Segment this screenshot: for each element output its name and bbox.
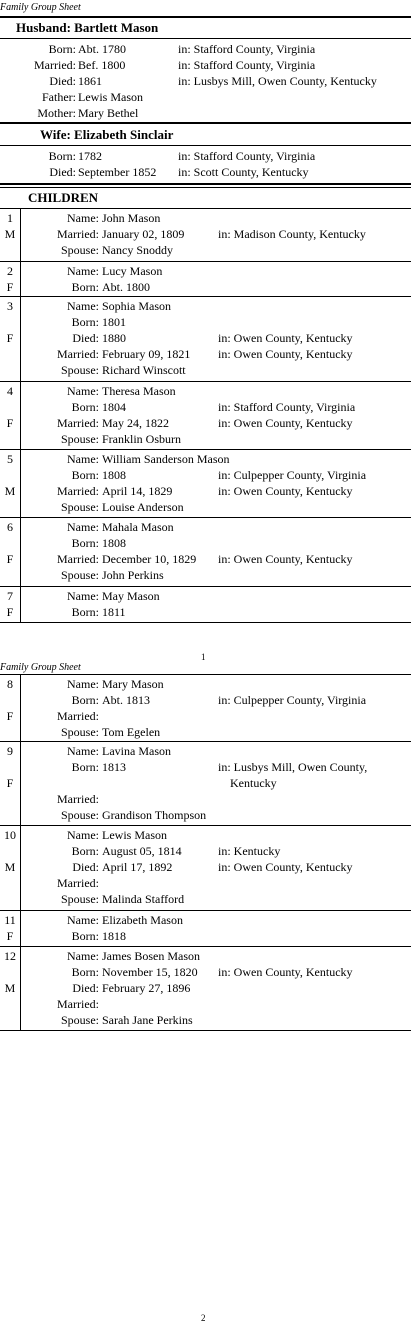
field-place: in: Lusbys Mill, Owen County, Kentucky <box>178 74 377 88</box>
child-sex: F <box>6 605 14 619</box>
field-label: Father: <box>42 90 76 104</box>
field-value: Mary Bethel <box>78 106 139 120</box>
field-label: Born: <box>71 965 99 979</box>
field-value: December 10, 1829 <box>102 552 197 566</box>
field-value: January 02, 1809 <box>102 227 185 241</box>
field-place: in: Madison County, Kentucky <box>218 227 366 241</box>
field-label: Died: <box>72 331 99 345</box>
field-label: Name: <box>67 828 99 842</box>
field-place: in: Culpepper County, Virginia <box>218 693 367 707</box>
page-header: Family Group Sheet <box>0 2 81 13</box>
field-place: in: Kentucky <box>218 844 281 858</box>
field-label: Name: <box>67 299 99 313</box>
child-sex: M <box>4 860 16 874</box>
field-value: August 05, 1814 <box>102 844 182 858</box>
child-number: 5 <box>7 452 13 466</box>
field-value: 1804 <box>102 400 126 414</box>
field-label: Spouse: <box>60 432 99 446</box>
divider <box>0 145 411 146</box>
field-label: Name: <box>67 949 99 963</box>
child-number: 10 <box>4 828 16 842</box>
field-place: in: Stafford County, Virginia <box>178 149 316 163</box>
field-label: Born: <box>71 844 99 858</box>
field-value: 1801 <box>102 315 126 329</box>
field-place: in: Owen County, Kentucky <box>218 484 353 498</box>
divider <box>0 38 411 39</box>
field-value: Mary Mason <box>102 677 164 691</box>
field-label: Married: <box>57 997 99 1011</box>
divider <box>0 16 411 18</box>
field-value: Tom Egelen <box>102 725 161 739</box>
field-value: Sophia Mason <box>102 299 171 313</box>
field-value: September 1852 <box>78 165 157 179</box>
field-place: in: Stafford County, Virginia <box>178 42 316 56</box>
field-label: Name: <box>67 744 99 758</box>
field-value: Lewis Mason <box>102 828 167 842</box>
field-label: Name: <box>67 452 99 466</box>
child-sex: F <box>6 331 14 345</box>
field-value: Lucy Mason <box>102 264 163 278</box>
child-number: 6 <box>7 520 13 534</box>
child-sex: F <box>6 280 14 294</box>
field-value: February 09, 1821 <box>102 347 191 361</box>
page-number: 1 <box>201 652 206 662</box>
child-sex: M <box>4 981 16 995</box>
field-place: Kentucky <box>218 776 277 790</box>
field-label: Married: <box>57 792 99 806</box>
child-divider <box>0 946 411 947</box>
field-value: November 15, 1820 <box>102 965 198 979</box>
field-label: Died: <box>72 981 99 995</box>
field-label: Born: <box>71 693 99 707</box>
field-label: Died: <box>49 74 76 88</box>
child-divider <box>0 674 411 675</box>
field-value: Lavina Mason <box>102 744 171 758</box>
field-value: Abt. 1780 <box>78 42 126 56</box>
field-value: 1811 <box>102 605 126 619</box>
field-label: Spouse: <box>60 725 99 739</box>
child-number: 12 <box>4 949 16 963</box>
field-label: Name: <box>67 589 99 603</box>
child-divider <box>0 208 411 209</box>
page-header: Family Group Sheet <box>0 662 81 673</box>
field-place: in: Stafford County, Virginia <box>218 400 356 414</box>
field-label: Spouse: <box>60 892 99 906</box>
field-label: Name: <box>67 520 99 534</box>
child-sex: M <box>4 484 16 498</box>
field-label: Name: <box>67 211 99 225</box>
child-sex: F <box>6 929 14 943</box>
field-label: Married: <box>57 876 99 890</box>
field-value: 1818 <box>102 929 126 943</box>
page-number: 2 <box>201 1313 206 1323</box>
field-label: Spouse: <box>60 568 99 582</box>
field-value: Theresa Mason <box>102 384 176 398</box>
field-label: Born: <box>71 280 99 294</box>
field-value: John Perkins <box>102 568 164 582</box>
field-place: in: Owen County, Kentucky <box>218 965 353 979</box>
field-label: Born: <box>71 536 99 550</box>
field-label: Born: <box>71 400 99 414</box>
field-value: 1808 <box>102 536 126 550</box>
field-label: Died: <box>49 165 76 179</box>
child-number: 9 <box>7 744 13 758</box>
field-value: William Sanderson Mason <box>102 452 230 466</box>
field-value: Louise Anderson <box>102 500 184 514</box>
field-value: 1880 <box>102 331 126 345</box>
field-value: February 27, 1896 <box>102 981 191 995</box>
divider <box>0 183 411 185</box>
field-label: Name: <box>67 264 99 278</box>
child-divider <box>0 586 411 587</box>
field-place: in: Owen County, Kentucky <box>218 331 353 345</box>
field-place: in: Owen County, Kentucky <box>218 347 353 361</box>
field-label: Married: <box>57 552 99 566</box>
field-label: Spouse: <box>60 243 99 257</box>
field-label: Born: <box>71 760 99 774</box>
child-divider <box>0 622 411 623</box>
field-place: in: Owen County, Kentucky <box>218 416 353 430</box>
field-value: James Bosen Mason <box>102 949 200 963</box>
field-label: Mother: <box>37 106 76 120</box>
field-value: 1861 <box>78 74 102 88</box>
field-value: Nancy Snoddy <box>102 243 173 257</box>
field-label: Born: <box>71 605 99 619</box>
child-divider <box>0 261 411 262</box>
field-value: Grandison Thompson <box>102 808 207 822</box>
field-label: Spouse: <box>60 363 99 377</box>
child-divider <box>0 296 411 297</box>
field-label: Married: <box>57 484 99 498</box>
field-value: Abt. 1800 <box>102 280 150 294</box>
wife-title: Wife: Elizabeth Sinclair <box>40 127 174 142</box>
field-place: in: Culpepper County, Virginia <box>218 468 367 482</box>
field-value: May Mason <box>102 589 160 603</box>
field-value: John Mason <box>102 211 161 225</box>
child-number: 2 <box>7 264 13 278</box>
child-number: 3 <box>7 299 13 313</box>
field-place: in: Stafford County, Virginia <box>178 58 316 72</box>
field-value: 1808 <box>102 468 126 482</box>
field-place: in: Lusbys Mill, Owen County, <box>218 760 368 774</box>
field-label: Spouse: <box>60 500 99 514</box>
field-label: Married: <box>57 227 99 241</box>
child-number: 7 <box>7 589 13 603</box>
field-value: Richard Winscott <box>102 363 186 377</box>
field-label: Born: <box>48 42 76 56</box>
field-label: Born: <box>71 468 99 482</box>
field-value: Abt. 1813 <box>102 693 150 707</box>
field-label: Married: <box>57 709 99 723</box>
child-sex: M <box>4 227 16 241</box>
field-place: in: Owen County, Kentucky <box>218 860 353 874</box>
divider <box>0 122 411 124</box>
child-sex: F <box>6 552 14 566</box>
child-sex: F <box>6 709 14 723</box>
child-divider <box>0 381 411 382</box>
field-value: April 14, 1829 <box>102 484 173 498</box>
field-value: Sarah Jane Perkins <box>102 1013 193 1027</box>
child-divider <box>0 741 411 742</box>
field-label: Name: <box>67 677 99 691</box>
child-divider <box>0 1030 411 1031</box>
child-number: 4 <box>7 384 13 398</box>
field-place: in: Owen County, Kentucky <box>218 552 353 566</box>
field-value: Bef. 1800 <box>78 58 126 72</box>
field-value: May 24, 1822 <box>102 416 169 430</box>
child-sex: F <box>6 416 14 430</box>
field-value: Malinda Stafford <box>102 892 185 906</box>
field-value: April 17, 1892 <box>102 860 173 874</box>
field-label: Married: <box>57 347 99 361</box>
child-number: 1 <box>7 211 13 225</box>
child-number: 11 <box>4 913 16 927</box>
child-number: 8 <box>7 677 13 691</box>
field-label: Born: <box>71 929 99 943</box>
field-value: 1782 <box>78 149 102 163</box>
field-value: 1813 <box>102 760 126 774</box>
field-label: Born: <box>48 149 76 163</box>
husband-title: Husband: Bartlett Mason <box>16 20 159 35</box>
child-divider <box>0 449 411 450</box>
field-value: Mahala Mason <box>102 520 174 534</box>
field-label: Name: <box>67 384 99 398</box>
field-label: Born: <box>71 315 99 329</box>
field-value: Elizabeth Mason <box>102 913 183 927</box>
field-label: Spouse: <box>60 808 99 822</box>
field-label: Married: <box>34 58 76 72</box>
field-place: in: Scott County, Kentucky <box>178 165 309 179</box>
child-divider <box>0 910 411 911</box>
child-divider <box>0 517 411 518</box>
field-label: Name: <box>67 913 99 927</box>
field-value: Lewis Mason <box>78 90 143 104</box>
field-label: Died: <box>72 860 99 874</box>
child-divider <box>0 825 411 826</box>
children-title: CHILDREN <box>28 190 99 205</box>
divider <box>0 187 411 188</box>
field-label: Married: <box>57 416 99 430</box>
field-value: Franklin Osburn <box>102 432 181 446</box>
child-sex: F <box>6 776 14 790</box>
field-label: Spouse: <box>60 1013 99 1027</box>
